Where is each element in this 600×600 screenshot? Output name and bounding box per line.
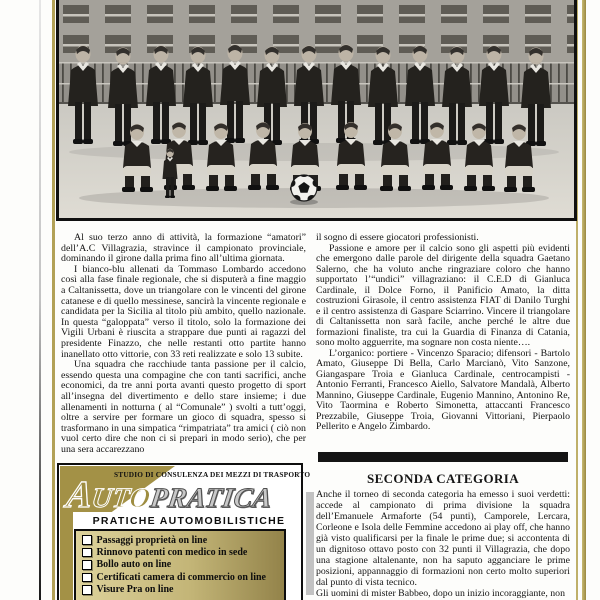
ad-brand-logo: [64, 476, 303, 514]
checkbox-icon: [82, 548, 92, 558]
brand-initial: A: [64, 474, 96, 516]
paragraph: il sogno di essere giocatori professionisti.: [316, 232, 479, 243]
section-divider-bar: [318, 452, 568, 462]
paragraph: I bianco-blu allenati da Tommaso Lombardo accedono così alla fase finale regionale, che si disputerà a fine maggio a Caltanissetta, dove un triangolare con le vincenti del girone catanese e di quello messinese, sancirà la vincente regionale e candidata per la Sicilia al titolo più ambito, quello nazionale. In questa “galoppata” verso il titolo, solo la formazione dei Vigili Urbani è riuscita a strappare due punti ai ragazzi del presidente Finazzo, che nelle restanti otto partite hanno inanellato otto vittorie, con 33 reti realizzate e solo 13 subite.: [61, 263, 306, 360]
service-item: Bollo auto on line: [82, 559, 280, 571]
service-item: Passaggi proprietà on line: [82, 534, 280, 546]
scan-edge-line: [39, 0, 41, 600]
article-column-right: [316, 233, 570, 433]
article-column-left: [61, 233, 306, 455]
service-item: Visure Pra on line: [82, 584, 280, 596]
paragraph: Anche il torneo di seconda categoria ha emesso i suoi verdetti: accede al campionato di prima divisione la squadra dell’Emanuele Armaforte (54 punti), Camporele, Lercara, Corleone e Isola delle Femmine accedono ai play off, che hanno già visto qualificarsi per la finale le prime due; si accontenta di un dignitoso ottavo posto con 32 punti il Villagrazia, che dopo una stagione altalenante, non ha saputo agganciare le prime posizioni, appannaggio di formazioni non certo molto superiori dal punto di vista tecnico.: [316, 489, 570, 588]
paragraph: Gli uomini di mister Babbeo, dopo un inizio incoraggiante, non: [316, 588, 565, 599]
ad-tagline: STUDIO DI CONSULENZA DEI MEZZI DI TRASPORTO: [114, 470, 311, 479]
ad-services-box: [74, 529, 286, 600]
checkbox-icon: [82, 535, 92, 545]
brand-gold-part: UTO: [89, 483, 153, 514]
gold-border-right-outer: [582, 0, 586, 600]
service-item: Rinnovo patenti con medico in sede: [82, 546, 280, 558]
paragraph: L’organico: portiere - Vincenzo Sparacio; difensori - Bartolo Amato, Giuseppe Di Bella, Carlo Marcianò, Vito Sanzone, Giangaspare Troia e Gianluca Cardinale, centrocampisti - Antonio Ferranti, Francesco Aiello, Salvatore Mandalà, Alberto Mannino, Giuseppe Cardinale, Eugenio Mannino, Antonino Re, Vito Taormina e Roberto Simonetta, attaccanti Francesco Prezzabile, Giuseppe Troia, Giovanni Vittoriani, Pierpaolo Pellerito e Angelo Zimbardo.: [316, 347, 570, 432]
team-photo: [59, 0, 574, 218]
paragraph: Una squadra che racchiude tanta passione per il calcio, essendo questa una compagine che con tanti sacrifici, anche economici, da tre anni porta avanti questo progetto di sport all’insegna del divertimento e dello stare insieme; i due allenamenti in notturna ( al “Comunale” ) svolti a tutt’oggi, oltre a servire per formare un gioco di squadra, spesso si trasformano in una simpatica “rimpatriata” tra amici ( ciò non vuol certo dire che non ci si prepari in modo serio), che per una sera accarezzano: [61, 359, 306, 455]
checkbox-icon: [82, 560, 92, 570]
paragraph: Al suo terzo anno di attività, la formazione “amatori” dell’A.C Villagrazia, stravince il campionato provinciale, dominando il girone dalla prima fino all’ultima giornata.: [61, 232, 306, 265]
brand-silver-part: PRATICA: [148, 483, 275, 514]
team-photo-frame: [56, 0, 577, 221]
checkbox-icon: [82, 573, 92, 583]
ad-shadow-strip: [306, 492, 314, 595]
article-column-right-bottom: [316, 489, 570, 600]
autopratica-ad: [57, 463, 311, 600]
checkbox-icon: [82, 585, 92, 595]
section-title: SECONDA CATEGORIA: [366, 471, 520, 486]
gold-border-left: [52, 0, 55, 600]
paragraph: Passione e amore per il calcio sono gli aspetti più evidenti che emergono dalle parole del dirigente della squadra Gaetano Salerno, che ha voluto anche ringraziare coloro che hanno supportato l’“undici” villagraziano: il C.E.D di Gianluca Cardinale, il Dolce Forno, il Panificio Amato, la ditta costruzioni Girasole, il centro assistenza FIAT di Danilo Turghi e il centro assistenza di Gaspare Sciarrino. Vincere il triangolare di Caltanissetta non sarà facile, anche perché le altre due formazioni finaliste, tra cui la Guardia di Finanza di Catania, sono molto agguerrite, ma sognare non costa niente….: [316, 242, 570, 348]
service-item: Certificati camera di commercio on line: [82, 571, 280, 583]
ad-subtitle: PRATICHE AUTOMOBILISTICHE: [92, 515, 286, 527]
